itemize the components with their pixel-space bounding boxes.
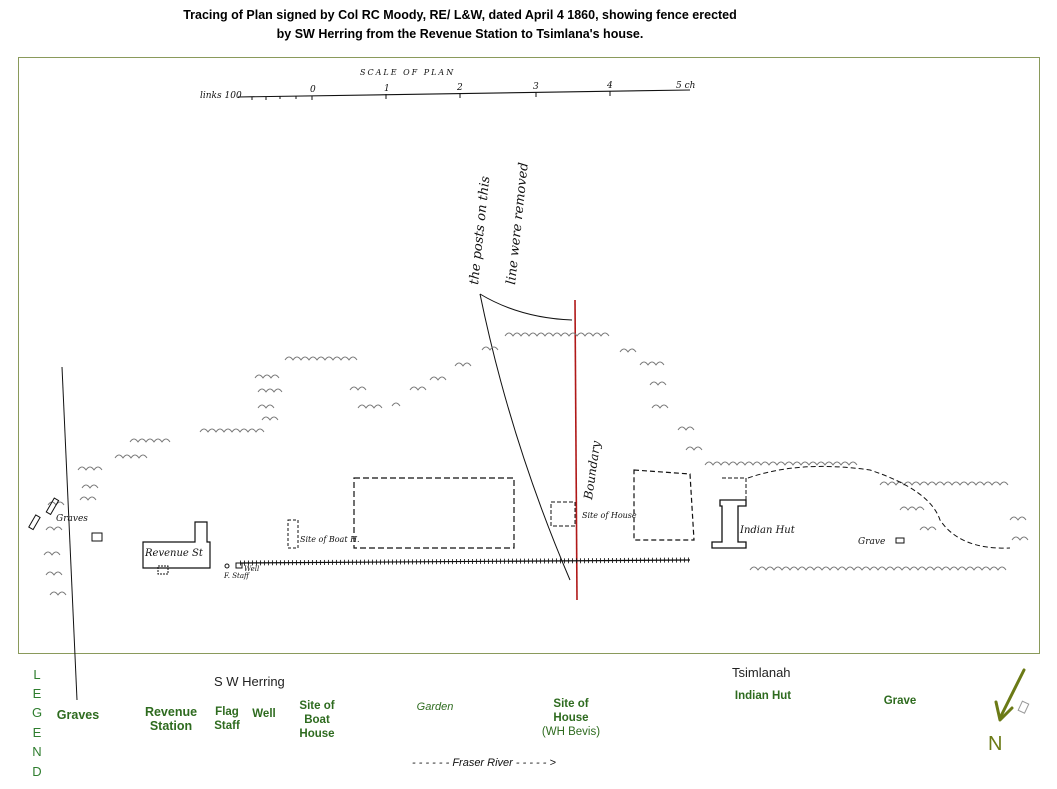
garden-enclosure <box>354 478 514 548</box>
scale-left-label: links 100 <box>200 91 242 101</box>
revenue-st-label: Revenue St <box>145 548 203 559</box>
legend-boat-line-3: House <box>299 728 335 740</box>
legend-boat-line-2: Boat <box>304 714 330 726</box>
fraser-river-label: - - - - - - Fraser River - - - - - > <box>412 757 556 769</box>
boundary-line <box>575 300 577 600</box>
north-label: N <box>988 733 1003 755</box>
boundary-label: Boundary <box>581 440 604 501</box>
scale-bar <box>200 68 695 101</box>
removed-posts-diagonal <box>480 294 570 580</box>
house-site <box>551 502 637 526</box>
legend-house-line-3: (WH Bevis) <box>541 726 601 738</box>
fence-line <box>240 560 690 563</box>
vertical-note-line-2: line were removed <box>504 161 532 286</box>
legend-letter-e: E <box>32 686 42 701</box>
site-of-house-label: Site of House <box>582 511 637 520</box>
revenue-station <box>143 522 210 574</box>
grave-label: Grave <box>858 537 886 547</box>
scale-caption: SCALE OF PLAN <box>360 68 456 77</box>
legend-letter-e2: E <box>32 725 42 740</box>
legend-site-of-house <box>536 697 606 739</box>
graves-left <box>29 498 102 541</box>
legend-garden: Garden <box>416 701 454 713</box>
well-label: Well <box>244 565 260 573</box>
scale-tick-5: 5 ch <box>676 81 696 91</box>
vertical-note <box>467 162 532 286</box>
scale-tick-2: 2 <box>457 83 463 93</box>
legend-revenue-station <box>138 705 204 733</box>
boat-house-label: Site of Boat H. <box>300 535 360 544</box>
vertical-note-line-1: the posts on this <box>467 175 494 286</box>
middle-enclosure <box>634 470 694 540</box>
scale-tick-1: 1 <box>384 84 390 94</box>
legend-tsimlanah: Tsimlanah <box>732 665 791 680</box>
legend-house-line-1: Site of <box>553 698 589 710</box>
legend-boat-house <box>292 699 342 741</box>
legend-flag-staff <box>210 705 244 733</box>
title-line-1: Tracing of Plan signed by Col RC Moody, RE/ L&W, dated April 4 1860, showing fence erected <box>183 8 737 22</box>
scale-tick-0: 0 <box>310 85 316 95</box>
legend-revenue-line-1: Revenue <box>144 705 198 719</box>
legend-letter-n: N <box>32 744 42 759</box>
legend-graves: Graves <box>56 708 100 722</box>
legend-well: Well <box>252 708 276 720</box>
legend-grave: Grave <box>883 695 917 707</box>
removed-posts-line <box>480 294 572 320</box>
title-line-2: by SW Herring from the Revenue Station to Tsimlana's house. <box>276 27 644 41</box>
legend-indian-hut: Indian Hut <box>734 690 792 702</box>
scale-tick-4: 4 <box>607 81 613 91</box>
legend-sw-herring: S W Herring <box>214 674 285 689</box>
legend-house-line-2: House <box>553 712 589 724</box>
indian-hut-label: Indian Hut <box>740 525 795 536</box>
indian-hut <box>712 466 1010 548</box>
scale-tick-3: 3 <box>533 82 539 92</box>
legend-letter-d: D <box>32 764 42 779</box>
legend-letter-l: L <box>33 667 41 682</box>
graves-label: Graves <box>56 514 88 524</box>
legend-flag-line-2: Staff <box>214 720 240 732</box>
grave-right <box>858 537 904 547</box>
legend-letter-g: G <box>31 705 43 720</box>
legend-revenue-line-2: Station <box>149 719 193 733</box>
left-survey-line <box>62 367 77 700</box>
flag-staff-label: F. Staff <box>224 572 249 580</box>
legend-flag-line-1: Flag <box>215 706 239 718</box>
legend-boat-line-1: Site of <box>299 700 335 712</box>
flag-staff-well <box>223 563 259 580</box>
boat-house-site <box>288 520 360 548</box>
